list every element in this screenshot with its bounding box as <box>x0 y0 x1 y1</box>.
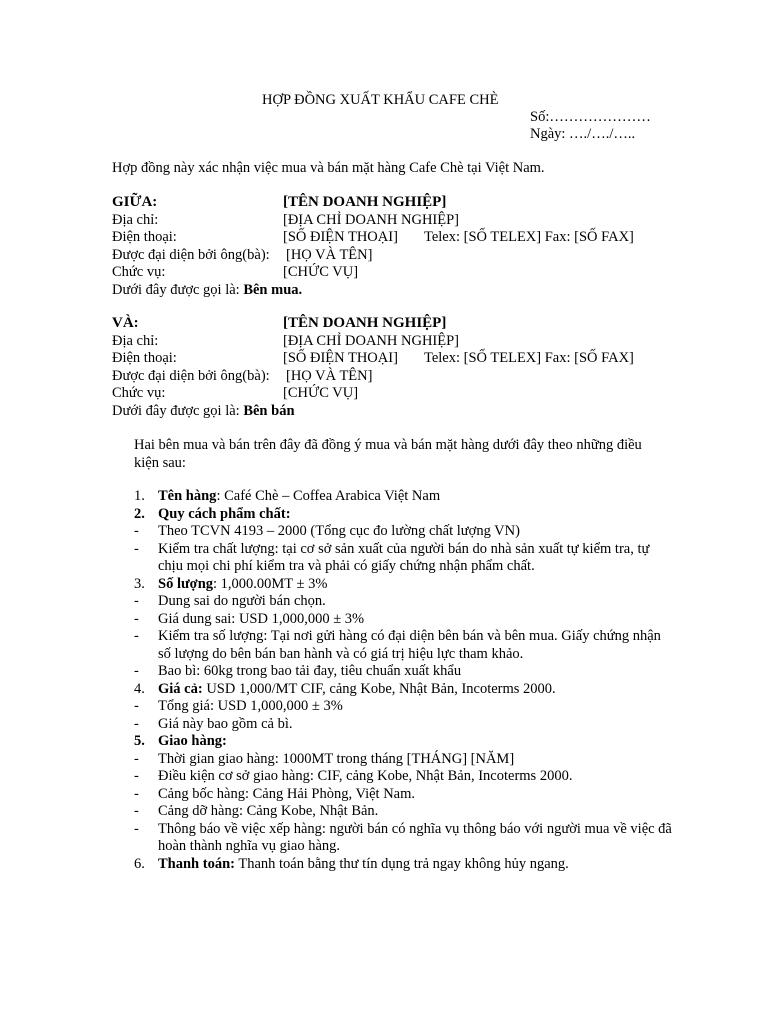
term-text: Kiểm tra số lượng: Tại nơi gửi hàng có đại diện bên bán và bên mua. Giấy chứng nhận số lượng do bên bán ban hành và có giá trị hiệu lực tham khảo. <box>158 628 661 662</box>
buyer-heading: GIỮA: <box>112 194 158 210</box>
seller-position-label: Chức vụ: <box>112 385 166 401</box>
term-item <box>112 751 672 769</box>
buyer-called: Bên mua. <box>243 281 303 298</box>
bullet-dash: - <box>134 523 139 539</box>
item-number: 1. <box>134 488 145 504</box>
buyer-telex-fax: Telex: [SỐ TELEX] Fax: [SỐ FAX] <box>424 229 634 245</box>
term-item <box>112 786 672 804</box>
seller-telex-fax: Telex: [SỐ TELEX] Fax: [SỐ FAX] <box>424 350 634 366</box>
term-text: : 1,000.00MT ± 3% <box>213 575 328 592</box>
buyer-called-label: Dưới đây được gọi là: <box>112 281 240 298</box>
seller-address-label: Địa chỉ: <box>112 332 159 349</box>
term-heading: Giá cả: <box>158 680 203 697</box>
term-text: Kiểm tra chất lượng: tại cơ sở sản xuất của người bán do nhà sản xuất tự kiểm tra, tự chịu mọi chi phí kiểm tra và phải có giấy chứng nhận phẩm chất. <box>158 540 650 574</box>
term-item <box>112 716 672 734</box>
term-text: Thông báo về việc xếp hàng: người bán có nghĩa vụ thông báo với người mua về việc đã hoàn thành nghĩa vụ giao hàng. <box>158 820 672 854</box>
term-text: Cảng dỡ hàng: Cảng Kobe, Nhật Bản. <box>158 803 379 819</box>
term-text: Cảng bốc hàng: Cảng Hải Phòng, Việt Nam. <box>158 785 416 802</box>
bullet-dash: - <box>134 540 139 557</box>
buyer-address-label: Địa chỉ: <box>112 211 159 228</box>
seller-called-label: Dưới đây được gọi là: <box>112 402 240 419</box>
buyer-position: [CHỨC VỤ] <box>283 264 359 280</box>
seller-called: Bên bán <box>243 402 295 419</box>
buyer-name: [TÊN DOANH NGHIỆP] <box>283 194 447 210</box>
buyer-address: [ĐỊA CHỈ DOANH NGHIỆP] <box>283 211 459 228</box>
term-text: Điều kiện cơ sở giao hàng: CIF, cảng Kobe, Nhật Bản, Incoterms 2000. <box>158 768 573 784</box>
term-text: Bao bì: 60kg trong bao tải đay, tiêu chuẩn xuất khẩu <box>158 663 462 679</box>
item-number: 2. <box>134 505 145 522</box>
buyer-phone: [SỐ ĐIỆN THOẠI] <box>283 229 398 245</box>
bullet-dash: - <box>134 628 139 644</box>
buyer-position-label: Chức vụ: <box>112 264 166 280</box>
term-item <box>112 541 672 576</box>
term-text: Dung sai do người bán chọn. <box>158 593 326 609</box>
term-item <box>112 803 672 821</box>
seller-position: [CHỨC VỤ] <box>283 385 359 401</box>
seller-rep-label: Được đại diện bởi ông(bà): <box>112 367 270 384</box>
seller-phone-label: Điện thoại: <box>112 350 177 366</box>
term-text: Thanh toán bằng thư tín dụng trả ngay không hủy ngang. <box>234 855 569 872</box>
buyer-phone-label: Điện thoại: <box>112 229 177 245</box>
term-heading: Quy cách phẩm chất: <box>158 505 291 522</box>
term-item <box>112 698 672 716</box>
term-item <box>112 733 672 751</box>
seller-phone: [SỐ ĐIỆN THOẠI] <box>283 350 398 366</box>
term-item <box>112 821 672 856</box>
term-item <box>112 611 672 629</box>
seller-name: [TÊN DOANH NGHIỆP] <box>283 315 447 331</box>
bullet-dash: - <box>134 593 139 609</box>
term-item <box>112 576 672 594</box>
seller-rep: [HỌ VÀ TÊN] <box>286 367 373 384</box>
term-item <box>112 628 672 663</box>
item-number: 6. <box>134 855 145 872</box>
term-item <box>112 506 672 524</box>
term-item <box>112 681 672 699</box>
term-text: Giá này bao gồm cả bì. <box>158 715 293 732</box>
contract-number: Số:………………… <box>530 109 651 125</box>
seller-address: [ĐỊA CHỈ DOANH NGHIỆP] <box>283 332 459 349</box>
term-heading: Thanh toán: <box>158 855 235 872</box>
seller-party <box>112 315 672 420</box>
term-heading: Giao hàng: <box>158 733 227 749</box>
bullet-dash: - <box>134 803 139 819</box>
item-number: 3. <box>134 575 145 592</box>
contract-date: Ngày: …./…./….. <box>530 126 636 142</box>
agreement-paragraph <box>112 437 662 472</box>
term-item <box>112 523 672 541</box>
term-item <box>112 768 672 786</box>
bullet-dash: - <box>134 715 139 732</box>
term-text: Thời gian giao hàng: 1000MT trong tháng [THÁNG] [NĂM] <box>158 750 515 767</box>
term-item <box>112 593 672 611</box>
term-text: : Café Chè – Coffea Arabica Việt Nam <box>216 488 441 504</box>
term-text: Theo TCVN 4193 – 2000 (Tổng cục đo lường chất lượng VN) <box>158 523 520 539</box>
bullet-dash: - <box>134 750 139 767</box>
term-item <box>112 488 672 506</box>
bullet-dash: - <box>134 785 139 802</box>
bullet-dash: - <box>134 820 139 837</box>
intro-text: Hợp đồng này xác nhận việc mua và bán mặt hàng Cafe Chè tại Việt Nam. <box>112 160 545 176</box>
contract-terms-list <box>112 488 672 873</box>
buyer-rep: [HỌ VÀ TÊN] <box>286 246 373 263</box>
buyer-party <box>112 194 672 299</box>
term-text: Giá dung sai: USD 1,000,000 ± 3% <box>158 610 365 627</box>
bullet-dash: - <box>134 698 139 714</box>
item-number: 5. <box>134 733 145 749</box>
bullet-dash: - <box>134 768 139 784</box>
term-text: USD 1,000/MT CIF, cảng Kobe, Nhật Bản, Incoterms 2000. <box>202 680 556 697</box>
document-title: HỢP ĐỒNG XUẤT KHẨU CAFE CHÈ <box>262 92 499 108</box>
seller-heading: VÀ: <box>112 315 139 331</box>
bullet-dash: - <box>134 663 139 679</box>
item-number: 4. <box>134 680 145 697</box>
term-heading: Tên hàng <box>158 488 217 504</box>
buyer-rep-label: Được đại diện bởi ông(bà): <box>112 246 270 263</box>
bullet-dash: - <box>134 610 139 627</box>
term-item <box>112 856 672 874</box>
term-item <box>112 663 672 681</box>
term-text: Tổng giá: USD 1,000,000 ± 3% <box>158 698 343 714</box>
agreement-text: Hai bên mua và bán trên đây đã đồng ý mua và bán mặt hàng dưới đây theo những điều kiện sau: <box>134 437 642 471</box>
term-heading: Số lượng <box>158 575 214 592</box>
